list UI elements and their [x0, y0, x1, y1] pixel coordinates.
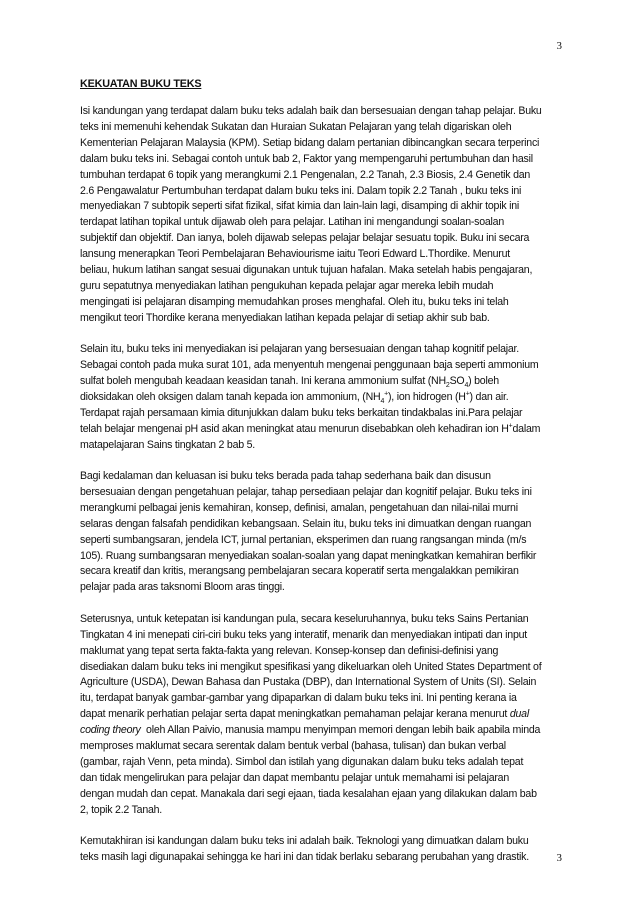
text-segment: telah belajar mengenai pH asid akan meningkat atau menurun disebabkan oleh kehadiran ion H: [80, 422, 509, 435]
text-line: selaras dengan falsafah pendidikan kebangsaan. Selain itu, buku teks ini dimuatkan dengan ruangan: [80, 517, 532, 530]
text-line: Bagi kedalaman dan keluasan isi buku teks berada pada tahap sederhana baik dan disusun: [80, 470, 491, 483]
text-segment: ), ion hidrogen (H: [387, 390, 466, 403]
text-segment: ) dan air.: [469, 390, 509, 403]
text-line: dengan mudah dan cepat. Manakala dari segi ejaan, tiada kesalahan ejaan yang dilakukan dalam bab: [80, 787, 537, 800]
document-body: [80, 78, 563, 881]
text-segment: SO: [449, 375, 465, 387]
text-line: 2.6 Pengawalatur Pertumbuhan terdapat dalam buku teks ini. Dalam topik 2.2 Tanah , buku teks ini: [80, 184, 522, 197]
text-line: dalam buku teks ini. Sebagai contoh untuk bab 2, Faktor yang mempengaruhi pertumbuhan dan hasil: [80, 152, 533, 165]
text-line: dan tidak mengelirukan para pelajar dan dapat membantu pelajar untuk memahami isi pelajaran: [80, 771, 509, 784]
text-line: 2, topik 2.2 Tanah.: [80, 803, 163, 816]
text-line: mengingati isi pelajaran disamping memudahkan proses menghafal. Oleh itu, buku teks ini telah: [80, 295, 509, 308]
text-line: teks ini memenuhi kehendak Sukatan dan Huraian Sukatan Pelajaran yang telah digariskan oleh: [80, 120, 512, 133]
italic-term: coding theory: [80, 724, 141, 737]
text-line: memproses maklumat secara serentak dalam bentuk verbal (bahasa, tulisan) dan bukan verbal: [80, 740, 506, 753]
text-segment: dalam: [512, 422, 541, 435]
text-line: lansung menerapkan Teori Pembelajaran Behaviourisme iaitu Teori Edward L.Thordike. Menurut: [80, 248, 510, 261]
text-line: beliau, hukum latihan sangat sesuai digunakan untuk tujuan hafalan. Maka setelah habis pengajaran,: [80, 264, 533, 277]
text-line: Tingkatan 4 ini menepati ciri-ciri buku teks yang interatif, menarik dan menyediakan intipati dan input: [80, 628, 528, 641]
text-line: (gambar, rajah Venn, peta minda). Simbol dan istilah yang digunakan dalam buku teks adalah tepat: [80, 755, 524, 768]
text-line: Seterusnya, untuk ketepatan isi kandungan pula, secara keseluruhannya, buku teks Sains Pertanian: [80, 612, 529, 625]
text-segment: dioksidakan oleh oksigen dalam tanah kepada ion ammonium, (NH: [80, 390, 381, 403]
superscript: +: [508, 422, 513, 430]
subscript: 2: [445, 382, 450, 390]
text-line: Kemutakhiran isi kandungan dalam buku teks ini adalah baik. Teknologi yang dimuatkan dalam buku: [80, 835, 529, 848]
text-segment: dapat menarik perhatian pelajar serta dapat meningkatkan pemahaman pelajar kerana menurut: [80, 708, 508, 721]
text-line: Kementerian Pelajaran Malaysia (KPM). Setiap bidang dalam pertanian dibincangkan secara terperinci: [80, 136, 540, 149]
subscript: 4: [464, 382, 469, 390]
text-segment: sulfat boleh mengubah keadaan keasidan tanah. Ini kerana ammonium sulfat (NH: [80, 375, 446, 387]
text-line: matapelajaran Sains tingkatan 2 bab 5.: [80, 438, 256, 451]
italic-term: dual: [509, 708, 529, 721]
text-line: menyediakan 7 subtopik seperti sifat fizikal, sifat kimia dan lain-lain lagi, disamping di akhir topik ini: [80, 200, 520, 213]
text-line-formula: [80, 422, 563, 438]
text-line: teks masih lagi digunapakai sehingga ke hari ini dan tidak berlaku sebarang perubahan yang drastik.: [80, 850, 529, 863]
text-line: maklumat yang tepat serta fakta-fakta yang relevan. Konsep-konsep dan definisi-definisi yang: [80, 644, 499, 657]
text-line: secara kreatif dan kritis, merangsang pembelajaran secara koperatif serta mengalakkan pemikiran: [80, 565, 519, 578]
text-line-with-italic: [80, 707, 563, 723]
text-segment: ) boleh: [468, 375, 499, 387]
text-line: Terdapat rajah persamaan kimia ditunjukkan dalam buku teks berkaitan tindakbalas ini.Para pelajar: [80, 406, 523, 419]
text-line: Agriculture (USDA), Dewan Bahasa dan Pustaka (DBP), dan International System of Units (SI). Selain: [80, 676, 537, 689]
text-line-formula: [80, 374, 563, 390]
text-line: Isi kandungan yang terdapat dalam buku teks adalah baik dan bersesuaian dengan tahap pelajar. Buku: [80, 105, 542, 117]
text-line: 105). Ruang sumbangsaran menyediakan soalan-soalan yang dapat meningkatkan kemahiran berfikir: [80, 549, 537, 562]
paragraph-1: [80, 104, 563, 327]
text-line: seperti sumbangsaran, jendela ICT, jurnal pertanian, eksperimen dan ruang rangsangan minda (m/s: [80, 533, 527, 546]
superscript: +: [465, 390, 470, 398]
superscript: +: [384, 390, 388, 398]
text-line-formula: [80, 390, 563, 406]
page-number-bottom: 3: [556, 852, 562, 864]
text-line: subjektif dan objektif. Dan ianya, boleh dijawab selepas pelajar belajar sesuatu topik. Buku ini secara: [80, 232, 530, 245]
text-line: terdapat latihan topikal untuk dijawab oleh para pelajar. Latihan ini mengandungi soalan-soalan: [80, 216, 504, 229]
text-line: pelajar pada aras taksnomi Bloom aras tinggi.: [80, 581, 285, 594]
text-line: Sebagai contoh pada muka surat 101, ada menyentuh mengenai penggunaan baja seperti ammonium: [80, 359, 539, 372]
text-line: Selain itu, buku teks ini menyediakan isi pelajaran yang bersesuaian dengan tahap kognitif pelajar.: [80, 343, 519, 356]
text-line-with-italic: [80, 723, 563, 739]
paragraph-3: [80, 469, 563, 596]
text-line: itu, terdapat banyak gambar-gambar yang dipaparkan di dalam buku teks ini. Ini penting kerana ia: [80, 692, 517, 705]
subscript: 4: [380, 398, 385, 406]
paragraph-2: [80, 342, 563, 453]
text-line: guru sepatutnya menyediakan latihan pengukuhan kepada pelajar agar mereka lebih mudah: [80, 279, 494, 292]
paragraph-5: [80, 834, 563, 866]
text-line: bersesuaian dengan pengetahuan pelajar, tahap persediaan pelajar dan kognitif pelajar. Buku teks ini: [80, 485, 532, 498]
page-number-top: 3: [556, 40, 562, 52]
text-line: disediakan dalam buku teks ini mengikut spesifikasi yang dikeluarkan oleh United States Department of: [80, 660, 542, 673]
text-line: merangkumi pelbagai jenis kemahiran, konsep, definisi, amalan, pengetahuan dan nilai-nilai murni: [80, 501, 518, 514]
section-heading: KEKUATAN BUKU TEKS: [80, 78, 202, 90]
text-line: tumbuhan terdapat 6 topik yang merangkumi 2.1 Pengenalan, 2.2 Tanah, 2.3 Biosis, 2.4 Genetik dan: [80, 168, 531, 181]
paragraph-4: [80, 612, 563, 819]
text-line: mengikut teori Thordike kerana menyediakan latihan kepada pelajar di setiap akhir sub bab.: [80, 311, 490, 324]
text-segment: oleh Allan Paivio, manusia mampu menyimpan memori dengan lebih baik apabila minda: [140, 724, 541, 737]
